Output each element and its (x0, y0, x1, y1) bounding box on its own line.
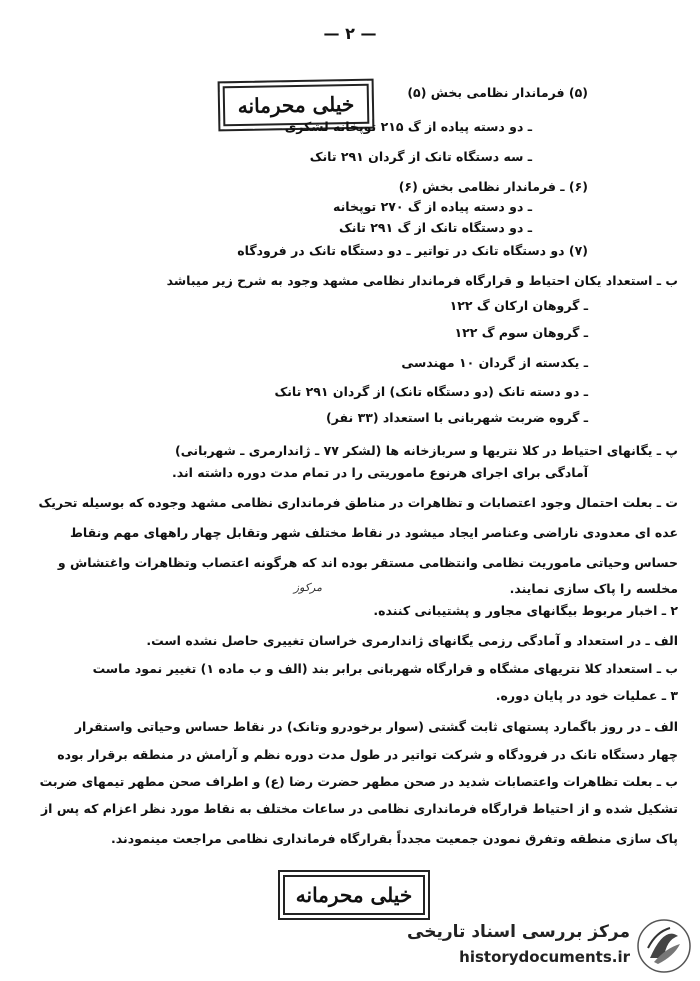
doc-line: ۲ ـ اخبار مربوط بیگانهای مجاور و پشتیبانی کننده. (373, 603, 678, 618)
confidential-stamp-bottom-text: خیلی محرمانه (295, 883, 413, 907)
doc-line: ـ یکدسته از گردان ۱۰ مهندسی (401, 355, 588, 370)
doc-line: الف ـ در استعداد و آمادگی رزمی یگانهای ژاندارمری خراسان تغییری حاصل نشده است. (146, 633, 678, 648)
doc-line: ـ دو دسته پیاده از گ ۲۷۰ توپخانه (333, 199, 532, 214)
doc-line: چهار دستگاه تانک در فرودگاه و شرکت تواتیر در طول مدت دوره نظم و آرامش در منطقه برقرار بوده (57, 747, 678, 762)
doc-line: ت ـ بعلت احتمال وجود اعتصابات و تظاهرات در مناطق فرمانداری نظامی مشهد وجوده که بوسیله تحریک (38, 495, 678, 510)
doc-line: ـ دو دسته تانک (دو دستگاه تانک) از گردان ۲۹۱ تانک (274, 384, 588, 399)
doc-line: ـ گروهان سوم گ ۱۲۲ (454, 325, 588, 340)
handwritten-note: مرکوز (293, 581, 322, 594)
doc-line: ـ دو دسته پیاده از گ ۲۱۵ توپخانه لشکری (284, 119, 532, 134)
doc-line: ـ سه دستگاه تانک از گردان ۲۹۱ تانک (309, 149, 532, 164)
doc-line: آمادگی برای اجرای هرنوع ماموریتی را در تمام مدت دوره داشته اند. (171, 465, 588, 480)
doc-line: ـ دو دستگاه تانک از گ ۲۹۱ تانک (338, 220, 532, 235)
doc-line: ـ گروهان ارکان گ ۱۲۲ (449, 298, 588, 313)
doc-line: (۵) فرماندار نظامی بخش (۵) (407, 85, 588, 100)
doc-line: (۶) ـ فرماندار نظامی بخش (۶) (398, 179, 588, 194)
doc-line: پاک سازی منطقه وتفرق نمودن جمعیت مجدداً بقرارگاه فرمانداری نظامی مراجعت مینمودند. (111, 831, 678, 846)
doc-line: ب ـ استعداد کلا نتریهای مشگاه و قرارگاه شهربانی برابر بند (الف و ب ماده ۱) تغییر نمود ماست (92, 661, 678, 676)
doc-line: پ ـ یگانهای احتیاط در کلا نتریها و سربازخانه ها (لشکر ۷۷ ـ ژاندارمری ـ شهربانی) (175, 443, 678, 458)
doc-line: تشکیل شده و از احتیاط قرارگاه فرمانداری نظامی در ساعات مختلف به نقاط مورد نظر اعزام که پس از (40, 801, 678, 816)
doc-line: حساس وحیاتی ماموریت نظامی وانتظامی مستقر بوده اند که هرگونه اعتصاب وتظاهرات واغتشاش و (57, 555, 678, 570)
archive-site: historydocuments.ir (459, 948, 630, 966)
historydocuments-logo-icon (636, 918, 692, 974)
confidential-stamp-top-text: خیلی محرمانه (237, 91, 355, 119)
archive-name: مرکز بررسی اسناد تاریخی (407, 922, 630, 942)
doc-line: ب ـ استعداد یکان احتیاط و قرارگاه فرماندار نظامی مشهد وجود به شرح زیر میباشد (166, 273, 678, 288)
confidential-stamp-bottom (278, 870, 430, 920)
doc-line: ب ـ بعلت تظاهرات واعتصابات شدید در صحن مطهر حضرت رضا (ع) و اطراف صحن مطهر تیمهای ضربت (39, 774, 678, 789)
doc-line: ـ گروه ضربت شهربانی با استعداد (۳۳ نفر) (326, 410, 588, 425)
doc-line: (۷) دو دستگاه تانک در تواتیر ـ دو دستگاه تانک در فرودگاه (237, 243, 588, 258)
doc-line: ۳ ـ عملیات خود در پایان دوره. (495, 688, 678, 703)
doc-line: الف ـ در روز باگمارد پستهای ثابت گشتی (سوار برخودرو وتانک) در نقاط حساس وحیاتی واستقرار (74, 719, 678, 734)
page-number: — ۲ — (323, 24, 377, 43)
doc-line: مخلسه را پاک سازی نمایند. (509, 581, 678, 596)
doc-line: عده ای معدودی ناراضی وعناصر ایجاد میشود در نقاط مختلف شهر وتقابل چهار راههای مهم ونقاط (69, 525, 678, 540)
watermark-footer (400, 918, 700, 978)
